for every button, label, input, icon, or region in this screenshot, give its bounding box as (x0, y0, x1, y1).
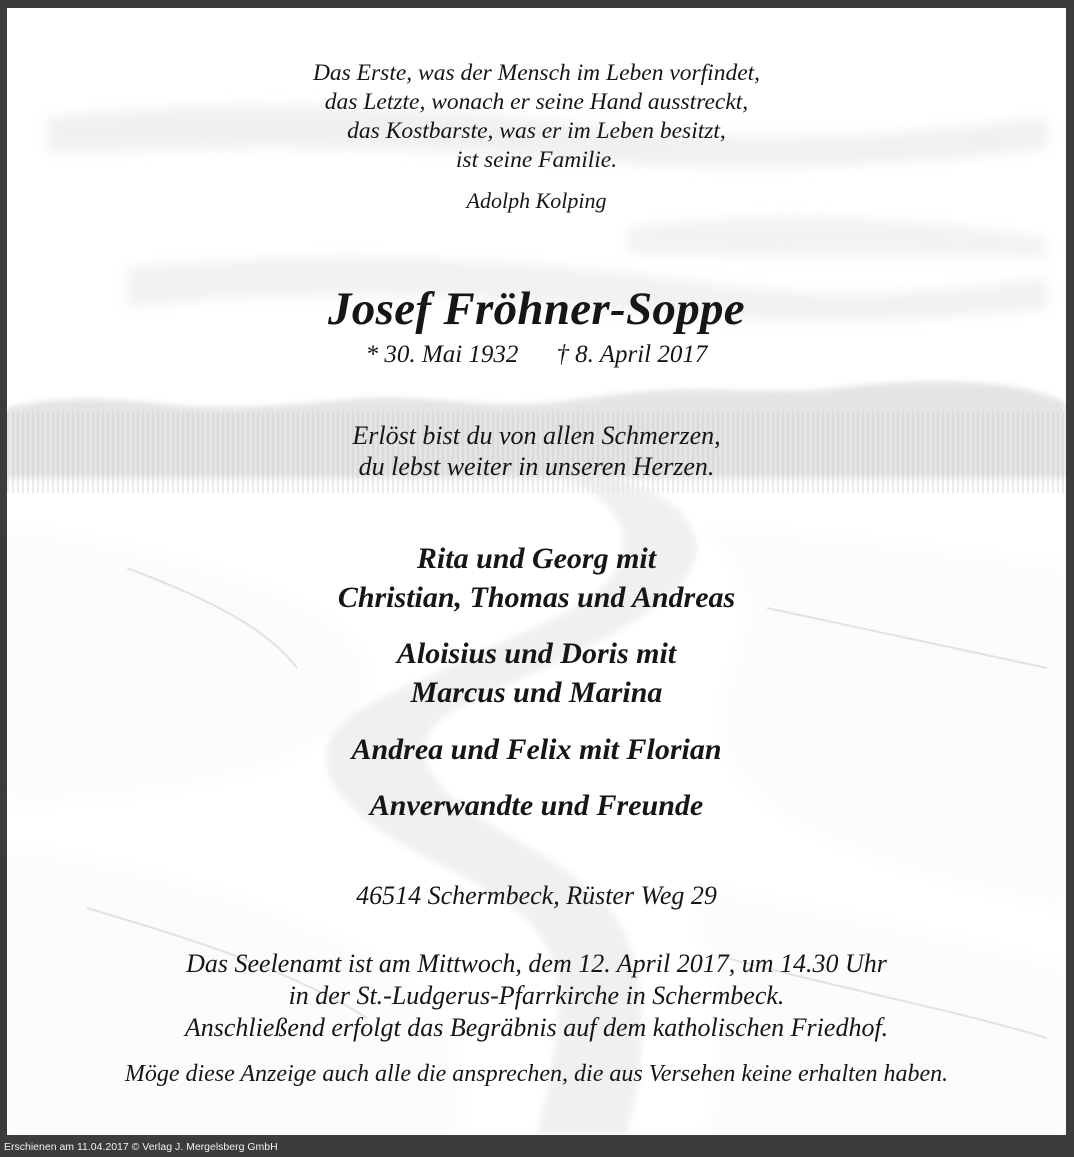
mourner-group (7, 634, 1066, 712)
life-dates (7, 341, 1066, 369)
obituary-content (7, 8, 1066, 1135)
closing-note: Möge diese Anzeige auch alle die ansprechen, die aus Versehen keine erhalten haben. (124, 1061, 949, 1087)
service-line: Anschließend erfolgt das Begräbnis auf dem katholischen Friedhof. (184, 1013, 889, 1042)
poem-block (7, 59, 1066, 175)
family-address: 46514 Schermbeck, Rüster Weg 29 (356, 881, 717, 910)
mourner-line: Christian, Thomas und Andreas (337, 581, 736, 614)
service-line: Das Seelenamt ist am Mittwoch, dem 12. April 2017, um 14.30 Uhr (186, 949, 887, 978)
poem-line: das Kostbarste, was er im Leben besitzt, (347, 118, 726, 144)
verse-line: du lebst weiter in unseren Herzen. (358, 452, 715, 481)
mourner-line: Andrea und Felix mit Florian (351, 733, 722, 766)
mourner-line: Marcus und Marina (410, 676, 663, 709)
publication-footer: Erschienen am 11.04.2017 © Verlag J. Mergelsberg GmbH (4, 1141, 278, 1153)
death-date: † 8. April 2017 (556, 341, 708, 368)
mourner-line: Anverwandte und Freunde (369, 789, 704, 822)
mourner-group (7, 786, 1066, 825)
consolation-verse (7, 420, 1066, 482)
verse-line: Erlöst bist du von allen Schmerzen, (352, 421, 721, 450)
service-details (7, 948, 1066, 1044)
birth-date: * 30. Mai 1932 (365, 341, 519, 368)
poem-line: ist seine Familie. (455, 147, 618, 173)
deceased-name: Josef Fröhner-Soppe (328, 283, 745, 335)
mourner-group (7, 730, 1066, 769)
obituary-frame (7, 8, 1066, 1135)
poem-line: Das Erste, was der Mensch im Leben vorfindet, (312, 60, 761, 86)
mourner-line: Aloisius und Doris mit (396, 637, 677, 670)
mourner-line: Rita und Georg mit (416, 542, 657, 575)
poem-author: Adolph Kolping (466, 188, 607, 213)
poem-line: das Letzte, wonach er seine Hand ausstreckt, (324, 89, 749, 115)
mourner-group (7, 539, 1066, 617)
service-line: in der St.-Ludgerus-Pfarrkirche in Schermbeck. (288, 981, 785, 1010)
